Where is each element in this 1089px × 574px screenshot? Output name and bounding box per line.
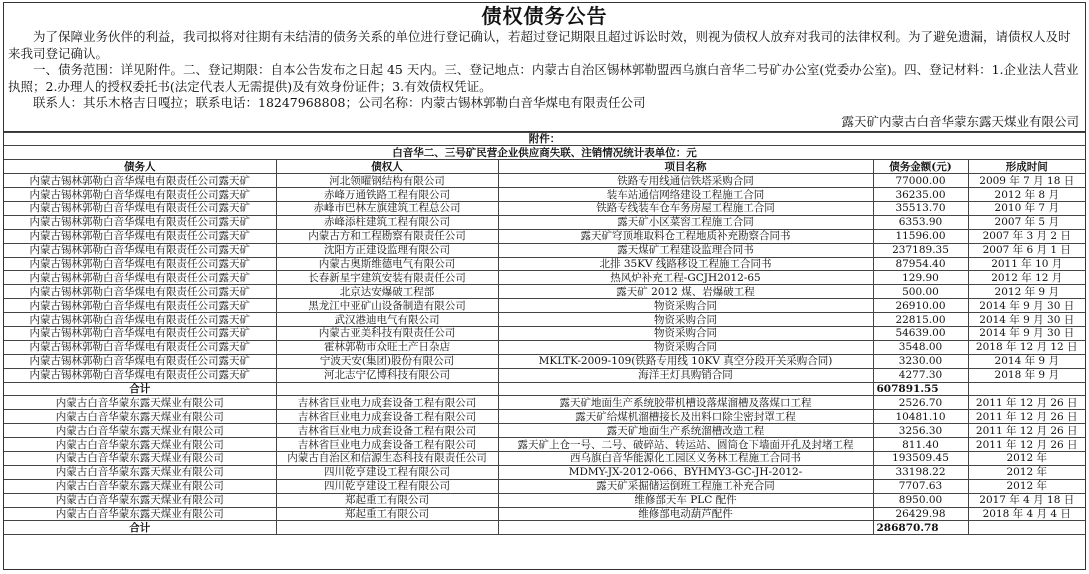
notice-signature: 露天矿内蒙古白音华蒙东露天煤业有限公司	[4, 112, 1085, 132]
project-cell: 露天煤矿工程建设监理合同书	[498, 243, 873, 257]
amount-cell: 35513.70	[873, 201, 968, 215]
table-row	[4, 271, 1085, 285]
table-row	[4, 201, 1085, 215]
amount-cell: 26910.00	[873, 299, 968, 313]
table-row	[4, 479, 1085, 493]
creditor-cell: 内蒙古奥斯维德电气有限公司	[276, 257, 498, 271]
amount-cell: 500.00	[873, 285, 968, 299]
amount-cell: 22815.00	[873, 313, 968, 327]
debtor-cell: 内蒙古锡林郭勒白音华煤电有限责任公司露天矿	[4, 257, 276, 271]
header-debtor: 债务人	[4, 160, 276, 174]
creditor-cell: 沈阳方正建设监理有限公司	[276, 243, 498, 257]
project-cell: 露天矿地面生产系统溜槽改造工程	[498, 424, 873, 438]
debtor-cell: 内蒙古锡林郭勒白音华煤电有限责任公司露天矿	[4, 299, 276, 313]
debtor-cell: 内蒙古白音华蒙东露天煤业有限公司	[4, 493, 276, 507]
project-cell: 北排 35KV 线路移设工程施工合同书	[498, 257, 873, 271]
table-row	[4, 451, 1085, 465]
total-amount: 607891.55	[873, 382, 968, 396]
amount-cell: 7707.63	[873, 479, 968, 493]
debtor-cell: 内蒙古白音华蒙东露天煤业有限公司	[4, 479, 276, 493]
debt-table	[4, 132, 1085, 536]
debtor-cell: 内蒙古锡林郭勒白音华煤电有限责任公司露天矿	[4, 201, 276, 215]
amount-cell: 26429.98	[873, 507, 968, 521]
project-cell: 维修部天车 PLC 配件	[498, 493, 873, 507]
notice-page	[3, 2, 1086, 570]
project-cell: 海洋王灯具购销合同	[498, 368, 873, 382]
amount-cell: 193509.45	[873, 451, 968, 465]
amount-cell: 4277.30	[873, 368, 968, 382]
table-row	[4, 396, 1085, 410]
creditor-cell: 吉林省巨业电力成套设备工程有限公司	[276, 438, 498, 452]
creditor-cell: 郑起重工有限公司	[276, 507, 498, 521]
table-row	[4, 465, 1085, 479]
amount-cell: 2526.70	[873, 396, 968, 410]
debtor-cell: 内蒙古锡林郭勒白音华煤电有限责任公司露天矿	[4, 340, 276, 354]
notice-contact: 联系人：其乐木格吉日嘎拉；联系电话：18247968808；公司名称：内蒙古锡林郭勒白音华煤电有限责任公司	[33, 95, 646, 110]
attachment-caption: 白音华二、三号矿民营企业供应商失联、注销情况统计表单位：元	[4, 146, 1085, 160]
group2-total	[4, 521, 1085, 535]
creditor-cell: 吉林省巨业电力成套设备工程有限公司	[276, 410, 498, 424]
table-row	[4, 188, 1085, 202]
total-row	[4, 382, 1085, 396]
table-row	[4, 313, 1085, 327]
date-cell: 2014 年 9 月 30 日	[968, 299, 1085, 313]
creditor-cell: 黑龙江中亚矿山设备制造有限公司	[276, 299, 498, 313]
table-row	[4, 493, 1085, 507]
group2-body	[4, 396, 1085, 521]
total-label: 合计	[4, 382, 276, 396]
amount-cell: 8950.00	[873, 493, 968, 507]
table-row	[4, 299, 1085, 313]
table-row	[4, 507, 1085, 521]
table-row	[4, 229, 1085, 243]
debtor-cell: 内蒙古白音华蒙东露天煤业有限公司	[4, 438, 276, 452]
creditor-cell: 内蒙古自治区和信源生态科技有限责任公司	[276, 451, 498, 465]
date-cell: 2017 年 4 月 18 日	[968, 493, 1085, 507]
project-cell: 露天矿小区菜窖工程施工合同	[498, 215, 873, 229]
creditor-cell: 吉林省巨业电力成套设备工程有限公司	[276, 424, 498, 438]
project-cell: 维修部电动葫芦配件	[498, 507, 873, 521]
creditor-cell: 赤峰添柱建筑工程有限公司	[276, 215, 498, 229]
creditor-cell: 北京达安爆破工程部	[276, 285, 498, 299]
creditor-cell: 河北志宁亿博科技有限公司	[276, 368, 498, 382]
creditor-cell: 赤峰万通铁路工程有限公司	[276, 188, 498, 202]
project-cell: 露天矿给煤机溜槽接长及出料口除尘密封罩工程	[498, 410, 873, 424]
amount-cell: 87954.40	[873, 257, 968, 271]
creditor-cell: 四川乾亨建设工程有限公司	[276, 479, 498, 493]
date-cell: 2012 年 8 月	[968, 188, 1085, 202]
project-cell: 物资采购合同	[498, 313, 873, 327]
date-cell: 2011 年 10 月	[968, 257, 1085, 271]
table-row	[4, 215, 1085, 229]
project-cell: MDMY-JX-2012-066、BYHMY3-GC-JH-2012-	[498, 465, 873, 479]
amount-cell: 129.90	[873, 271, 968, 285]
debtor-cell: 内蒙古锡林郭勒白音华煤电有限责任公司露天矿	[4, 271, 276, 285]
debtor-cell: 内蒙古锡林郭勒白音华煤电有限责任公司露天矿	[4, 229, 276, 243]
date-cell: 2012 年	[968, 451, 1085, 465]
group1-total	[4, 382, 1085, 396]
amount-cell: 54639.00	[873, 326, 968, 340]
table-row	[4, 410, 1085, 424]
table-row	[4, 243, 1085, 257]
amount-cell: 6353.90	[873, 215, 968, 229]
debtor-cell: 内蒙古锡林郭勒白音华煤电有限责任公司露天矿	[4, 285, 276, 299]
creditor-cell: 吉林省巨业电力成套设备工程有限公司	[276, 396, 498, 410]
header-project: 项目名称	[498, 160, 873, 174]
header-amount: 债务金额(元)	[873, 160, 968, 174]
date-cell: 2011 年 12 月 26 日	[968, 396, 1085, 410]
project-cell: 露天矿 2012 煤、岩爆破工程	[498, 285, 873, 299]
debtor-cell: 内蒙古白音华蒙东露天煤业有限公司	[4, 507, 276, 521]
date-cell: 2012 年 12 月	[968, 271, 1085, 285]
debtor-cell: 内蒙古锡林郭勒白音华煤电有限责任公司露天矿	[4, 313, 276, 327]
project-cell: 露天矿上仓一号、二号、破碎站、转运站、圆筒仓下墙面开孔及封堵工程	[498, 438, 873, 452]
date-cell: 2018 年 9 月	[968, 368, 1085, 382]
total-row	[4, 521, 1085, 535]
date-cell: 2018 年 12 月 12 日	[968, 340, 1085, 354]
project-cell: 物资采购合同	[498, 299, 873, 313]
date-cell: 2010 年 7 月	[968, 201, 1085, 215]
amount-cell: 33198.22	[873, 465, 968, 479]
amount-cell: 237189.35	[873, 243, 968, 257]
amount-cell: 3230.00	[873, 354, 968, 368]
notice-details: 一、债务范围：详见附件。二、登记期限：自本公告发布之日起 45 天内。三、登记地点：内蒙古自治区锡林郭勒盟西乌旗白音华二号矿办公室(党委办公室)。四、登记材料：1.企业法人营业执照；2.办理人的授权委托书(法定代表人无需提供)及有效身份证件；3.有效债权凭证。	[8, 62, 1079, 94]
creditor-cell: 赤峰市巴林左旗建筑工程总公司	[276, 201, 498, 215]
amount-cell: 36235.00	[873, 188, 968, 202]
debtor-cell: 内蒙古锡林郭勒白音华煤电有限责任公司露天矿	[4, 188, 276, 202]
date-cell: 2014 年 9 月 30 日	[968, 313, 1085, 327]
date-cell: 2014 年 9 月 30 日	[968, 326, 1085, 340]
table-row	[4, 340, 1085, 354]
debtor-cell: 内蒙古锡林郭勒白音华煤电有限责任公司露天矿	[4, 354, 276, 368]
project-cell: MKLTK-2009-109(铁路专用线 10KV 真空分段开关采购合同)	[498, 354, 873, 368]
table-row	[4, 438, 1085, 452]
total-label: 合计	[4, 521, 276, 535]
table-row	[4, 257, 1085, 271]
table-row	[4, 354, 1085, 368]
creditor-cell: 河北领曜钢结构有限公司	[276, 174, 498, 188]
amount-cell: 811.40	[873, 438, 968, 452]
header-date: 形成时间	[968, 160, 1085, 174]
total-amount: 286870.78	[873, 521, 968, 535]
project-cell: 露天矿地面生产系统胶带机槽设落煤溜槽及落煤口工程	[498, 396, 873, 410]
project-cell: 装车站通信网络建设工程施工合同	[498, 188, 873, 202]
header-creditor: 债权人	[276, 160, 498, 174]
debtor-cell: 内蒙古锡林郭勒白音华煤电有限责任公司露天矿	[4, 174, 276, 188]
table-header-row	[4, 160, 1085, 174]
creditor-cell: 长春新星宇建筑安装有限责任公司	[276, 271, 498, 285]
date-cell: 2014 年 9 月	[968, 354, 1085, 368]
project-cell: 露天矿穹顶堆取料仓工程地质补充勘察合同书	[498, 229, 873, 243]
date-cell: 2007 年 6 月 1 日	[968, 243, 1085, 257]
date-cell: 2018 年 4 月 4 日	[968, 507, 1085, 521]
creditor-cell: 内蒙古亚美科技有限责任公司	[276, 326, 498, 340]
date-cell: 2012 年 9 月	[968, 285, 1085, 299]
project-cell: 铁路专线装车仓车务房屋工程施工合同	[498, 201, 873, 215]
table-row	[4, 326, 1085, 340]
project-cell: 物资采购合同	[498, 326, 873, 340]
amount-cell: 3256.30	[873, 424, 968, 438]
date-cell: 2007 年 3 月 2 日	[968, 229, 1085, 243]
project-cell: 西乌旗白音华能源化工园区义务林工程施工合同书	[498, 451, 873, 465]
date-cell: 2011 年 12 月 26 日	[968, 410, 1085, 424]
table-row	[4, 368, 1085, 382]
group1-body	[4, 174, 1085, 382]
creditor-cell: 宁波天安(集团)股份有限公司	[276, 354, 498, 368]
creditor-cell: 霍林郭勒市众旺土产日杂店	[276, 340, 498, 354]
date-cell: 2007 年 5 月	[968, 215, 1085, 229]
amount-cell: 10481.10	[873, 410, 968, 424]
table-row	[4, 424, 1085, 438]
attachment-label: 附件：	[4, 132, 1085, 146]
date-cell: 2009 年 7 月 18 日	[968, 174, 1085, 188]
table-row	[4, 174, 1085, 188]
amount-cell: 11596.00	[873, 229, 968, 243]
project-cell: 物资采购合同	[498, 340, 873, 354]
notice-title: 债权债务公告	[481, 4, 608, 28]
date-cell: 2011 年 12 月 26 日	[968, 424, 1085, 438]
debtor-cell: 内蒙古白音华蒙东露天煤业有限公司	[4, 396, 276, 410]
debtor-cell: 内蒙古白音华蒙东露天煤业有限公司	[4, 410, 276, 424]
debtor-cell: 内蒙古白音华蒙东露天煤业有限公司	[4, 424, 276, 438]
date-cell: 2011 年 12 月 26 日	[968, 438, 1085, 452]
project-cell: 露天矿采掘储运倒班工程施工补充合同	[498, 479, 873, 493]
amount-cell: 77000.00	[873, 174, 968, 188]
debtor-cell: 内蒙古锡林郭勒白音华煤电有限责任公司露天矿	[4, 326, 276, 340]
notice-intro: 为了保障业务伙伴的利益，我司拟将对往期有未结清的债务关系的单位进行登记确认，若超过登记期限且超过诉讼时效，则视为债权人放弃对我司的法律权利。为了避免遗漏，请债权人及时来我司登记确认。	[8, 29, 1071, 61]
project-cell: 铁路专用线通信铁塔采购合同	[498, 174, 873, 188]
project-cell: 热风炉补充工程-GCJH2012-65	[498, 271, 873, 285]
debtor-cell: 内蒙古锡林郭勒白音华煤电有限责任公司露天矿	[4, 243, 276, 257]
debtor-cell: 内蒙古白音华蒙东露天煤业有限公司	[4, 465, 276, 479]
debtor-cell: 内蒙古白音华蒙东露天煤业有限公司	[4, 451, 276, 465]
creditor-cell: 四川乾亨建设工程有限公司	[276, 465, 498, 479]
date-cell: 2012 年	[968, 479, 1085, 493]
debtor-cell: 内蒙古锡林郭勒白音华煤电有限责任公司露天矿	[4, 368, 276, 382]
creditor-cell: 郑起重工有限公司	[276, 493, 498, 507]
debtor-cell: 内蒙古锡林郭勒白音华煤电有限责任公司露天矿	[4, 215, 276, 229]
creditor-cell: 武汉港迪电气有限公司	[276, 313, 498, 327]
amount-cell: 3548.00	[873, 340, 968, 354]
date-cell: 2012 年	[968, 465, 1085, 479]
creditor-cell: 内蒙古方和工程勘察有限责任公司	[276, 229, 498, 243]
table-row	[4, 285, 1085, 299]
